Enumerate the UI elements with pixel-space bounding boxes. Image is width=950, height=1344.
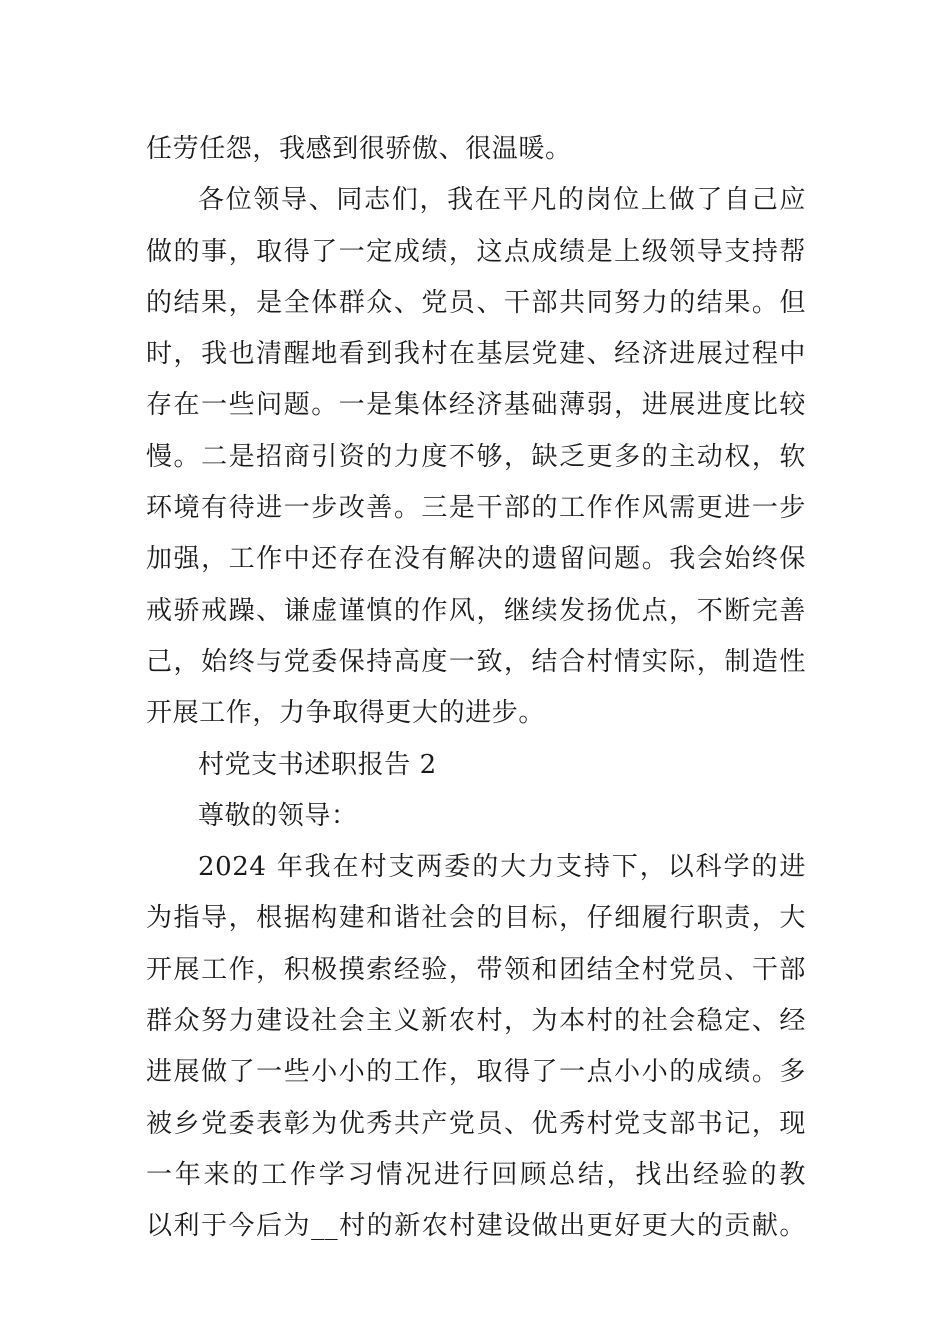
text-line: 开展工作，力争取得更大的进步。 xyxy=(146,698,546,729)
text-line: 加强，工作中还存在没有解决的遗留问题。我会始终保 xyxy=(146,544,806,575)
document-body xyxy=(146,124,806,1253)
text-line: 群众努力建设社会主义新农村，为本村的社会稳定、经 xyxy=(146,1006,806,1037)
text-line: 一年来的工作学习情况进行回顾总结，找出经验的教 xyxy=(146,1159,806,1190)
text-line: 的结果，是全体群众、党员、干部共同努力的结果。但 xyxy=(146,287,806,318)
text-line: 以利于今后为__村的新农村建设做出更好更大的贡献。 xyxy=(146,1211,806,1242)
text-line: 戒骄戒躁、谦虚谨慎的作风，继续发扬优点，不断完善 xyxy=(146,595,806,626)
text-line: 己，始终与党委保持高度一致，结合村情实际，制造性 xyxy=(146,646,806,677)
text-line: 2024 年我在村支两委的大力支持下，以科学的进 xyxy=(198,852,806,883)
text-line: 开展工作，积极摸索经验，带领和团结全村党员、干部 xyxy=(146,954,806,985)
text-line: 慢。二是招商引资的力度不够，缺乏更多的主动权，软 xyxy=(146,441,806,472)
text-line: 时，我也清醒地看到我村在基层党建、经济进展过程中 xyxy=(146,339,806,370)
salutation: 尊敬的领导： xyxy=(198,800,358,831)
text-line: 存在一些问题。一是集体经济基础薄弱，进展进度比较 xyxy=(146,390,806,421)
section-heading: 村党支书述职报告 2 xyxy=(198,749,437,780)
text-line: 进展做了一些小小的工作，取得了一点小小的成绩。多 xyxy=(146,1057,806,1088)
text-line: 做的事，取得了一定成绩，这点成绩是上级领导支持帮 xyxy=(146,236,806,267)
text-line: 任劳任怨，我感到很骄傲、很温暖。 xyxy=(146,134,572,164)
text-line: 被乡党委表彰为优秀共产党员、优秀村党支部书记，现 xyxy=(146,1108,806,1139)
text-line: 环境有待进一步改善。三是干部的工作作风需更进一步 xyxy=(146,493,806,524)
text-line: 为指导，根据构建和谐社会的目标，仔细履行职责，大 xyxy=(146,903,806,934)
text-line: 各位领导、同志们，我在平凡的岗位上做了自己应 xyxy=(198,185,806,216)
